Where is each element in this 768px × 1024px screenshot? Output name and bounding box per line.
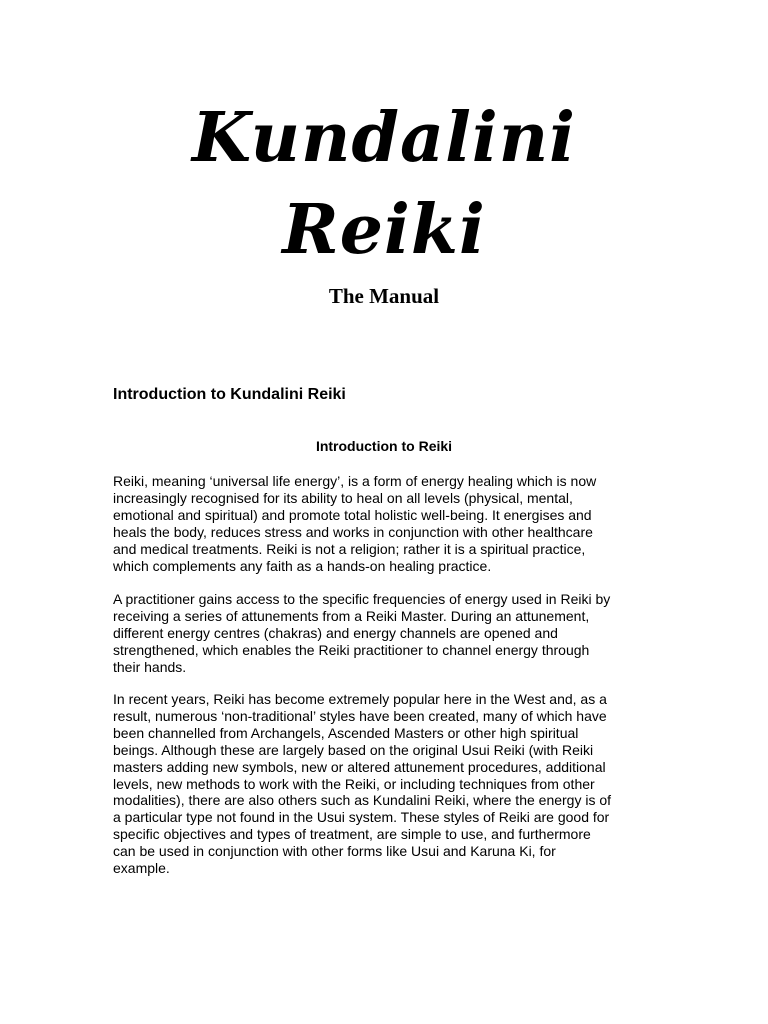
- paragraph-line: specific objectives and types of treatment, are simple to use, and furthermore: [113, 826, 591, 843]
- paragraph-line: emotional and spiritual) and promote total holistic well-being. It energises and: [113, 506, 592, 523]
- paragraph-line: example.: [113, 860, 170, 877]
- title-line-1: Kundalini: [191, 98, 577, 178]
- paragraph-line: beings. Although these are largely based on the original Usui Reiki (with Reiki: [113, 741, 594, 758]
- paragraph-line: receiving a series of attunements from a Reiki Master. During an attunement,: [113, 607, 590, 624]
- paragraph-line: different energy centres (chakras) and energy channels are opened and: [113, 624, 558, 641]
- paragraph-line: been channelled from Archangels, Ascended Masters or other high spiritual: [113, 724, 579, 741]
- paragraph-line: modalities), there are also others such as Kundalini Reiki, where the energy is of: [113, 792, 612, 809]
- title-line-2: Reiki: [282, 190, 486, 270]
- paragraph-line: and medical treatments. Reiki is not a religion; rather it is a spiritual practice,: [113, 540, 586, 557]
- paragraph-line: a particular type not found in the Usui system. These styles of Reiki are good for: [113, 809, 610, 826]
- paragraph-line: increasingly recognised for its ability to heal on all levels (physical, mental,: [113, 489, 573, 506]
- paragraph-line: heals the body, reduces stress and works in conjunction with other healthcare: [113, 523, 593, 540]
- paragraph-line: masters adding new symbols, new or altered attunement procedures, additional: [113, 758, 606, 775]
- paragraph-line: In recent years, Reiki has become extremely popular here in the West and, as a: [113, 691, 607, 707]
- paragraph-line: their hands.: [113, 658, 187, 675]
- paragraph-2: [113, 591, 658, 676]
- paragraph-1: [113, 473, 658, 574]
- paragraph-line: can be used in conjunction with other forms like Usui and Karuna Ki, for: [113, 843, 556, 860]
- paragraph-line: result, numerous ‘non-traditional’ styles have been created, many of which have: [113, 707, 607, 724]
- paragraph-3: [113, 691, 658, 877]
- paragraph-line: A practitioner gains access to the specific frequencies of energy used in Reiki by: [113, 591, 611, 607]
- sub-heading: Introduction to Reiki: [315, 438, 453, 454]
- paragraph-line: Reiki, meaning ‘universal life energy’, is a form of energy healing which is now: [113, 473, 597, 489]
- section-heading: Introduction to Kundalini Reiki: [113, 386, 346, 403]
- paragraph-line: which complements any faith as a hands-on healing practice.: [113, 557, 492, 574]
- paragraph-line: strengthened, which enables the Reiki practitioner to channel energy through: [113, 641, 590, 658]
- subtitle: The Manual: [328, 284, 440, 308]
- paragraph-line: levels, new methods to work with the Reiki, or including techniques from other: [113, 775, 595, 792]
